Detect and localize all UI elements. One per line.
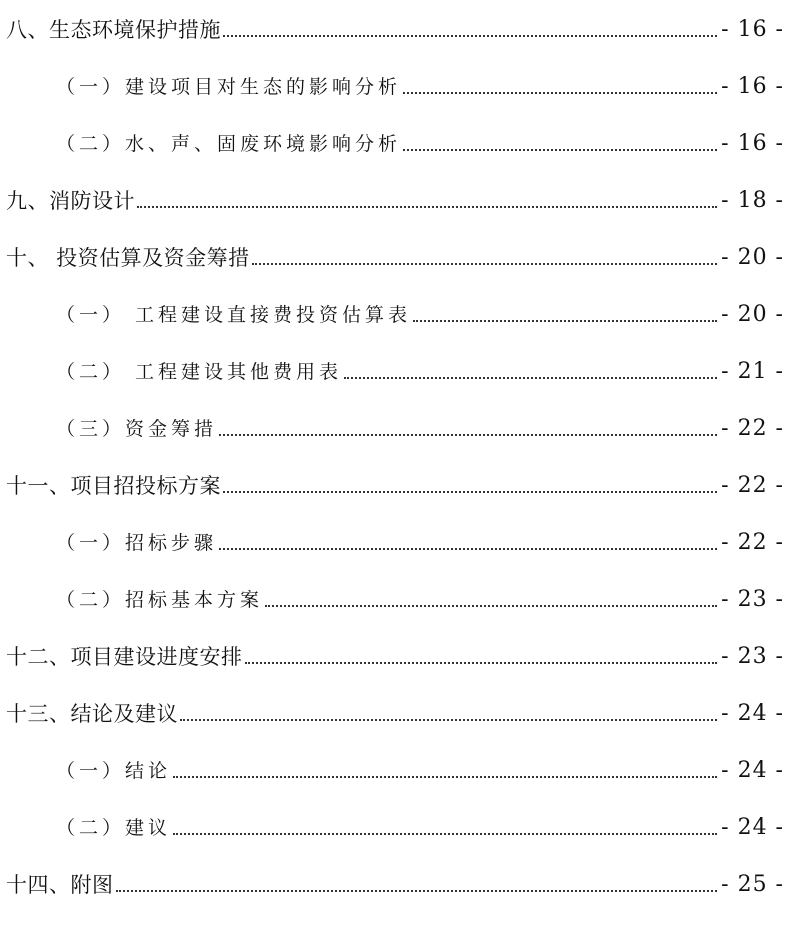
- toc-dot-leader: [413, 320, 717, 322]
- toc-dot-leader: [223, 491, 717, 493]
- toc-entry-title: （一）结论: [56, 760, 172, 782]
- toc-dot-leader: [245, 662, 718, 664]
- toc-entry-page: - 16 -: [721, 131, 784, 156]
- toc-entry-page: - 23 -: [721, 587, 784, 612]
- toc-entry-title: （一）招标步骤: [56, 532, 218, 554]
- toc-dot-leader: [403, 92, 717, 94]
- toc-entry-title: （二） 工程建设其他费用表: [56, 361, 343, 383]
- toc-entry-page: - 22 -: [721, 473, 784, 498]
- toc-dot-leader: [223, 35, 717, 37]
- toc-entry-page: - 16 -: [721, 74, 784, 99]
- toc-entry[interactable]: [0, 10, 784, 42]
- toc-entry-page: - 20 -: [721, 302, 784, 327]
- toc-entry-page: - 20 -: [721, 245, 784, 270]
- toc-entry[interactable]: [0, 352, 784, 384]
- toc-entry-page: - 24 -: [721, 815, 784, 840]
- toc-entry-title: 十二、项目建设进度安排: [6, 645, 243, 669]
- toc-dot-leader: [252, 263, 717, 265]
- toc-entry-title: （二）水、声、固废环境影响分析: [56, 133, 402, 155]
- toc-entry-title: 八、生态环境保护措施: [6, 18, 221, 42]
- toc-dot-leader: [403, 149, 717, 151]
- toc-entry-page: - 16 -: [721, 17, 784, 42]
- toc-entry[interactable]: [0, 694, 784, 726]
- toc-dot-leader: [173, 776, 717, 778]
- toc-entry-title: 十三、结论及建议: [6, 702, 178, 726]
- toc-entry-title: （一） 工程建设直接费投资估算表: [56, 304, 412, 326]
- toc-entry[interactable]: [0, 751, 784, 783]
- toc-entry-page: - 23 -: [721, 644, 784, 669]
- toc-entry[interactable]: [0, 409, 784, 441]
- toc-dot-leader: [173, 833, 717, 835]
- toc-dot-leader: [180, 719, 717, 721]
- toc-entry[interactable]: [0, 67, 784, 99]
- toc-entry[interactable]: [0, 466, 784, 498]
- toc-dot-leader: [219, 548, 717, 550]
- toc-entry[interactable]: [0, 637, 784, 669]
- toc-entry[interactable]: [0, 124, 784, 156]
- toc-dot-leader: [265, 605, 717, 607]
- toc-entry-page: - 22 -: [721, 416, 784, 441]
- toc-entry-page: - 24 -: [721, 701, 784, 726]
- toc-entry-page: - 24 -: [721, 758, 784, 783]
- toc-entry-page: - 25 -: [721, 872, 784, 897]
- toc-dot-leader: [344, 377, 717, 379]
- toc-entry-title: 十四、附图: [6, 873, 114, 897]
- toc-entry-title: （二）建议: [56, 817, 172, 839]
- toc-entry-page: - 18 -: [721, 188, 784, 213]
- toc-dot-leader: [116, 890, 718, 892]
- toc-dot-leader: [137, 206, 717, 208]
- toc-entry[interactable]: [0, 808, 784, 840]
- toc-entry-title: 十一、项目招投标方案: [6, 474, 221, 498]
- toc-entry-title: 九、消防设计: [6, 189, 135, 213]
- toc-entry-title: （二）招标基本方案: [56, 589, 264, 611]
- toc-entry-title: 十、 投资估算及资金筹措: [6, 246, 250, 270]
- toc-entry-page: - 22 -: [721, 530, 784, 555]
- toc-entry-page: - 21 -: [721, 359, 784, 384]
- toc-dot-leader: [219, 434, 717, 436]
- toc-entry-title: （三）资金筹措: [56, 418, 218, 440]
- toc-entry[interactable]: [0, 181, 784, 213]
- toc-entry[interactable]: [0, 580, 784, 612]
- toc-entry[interactable]: [0, 238, 784, 270]
- toc-entry-title: （一）建设项目对生态的影响分析: [56, 76, 402, 98]
- toc-entry[interactable]: [0, 523, 784, 555]
- toc-entry[interactable]: [0, 295, 784, 327]
- toc-entry[interactable]: [0, 865, 784, 897]
